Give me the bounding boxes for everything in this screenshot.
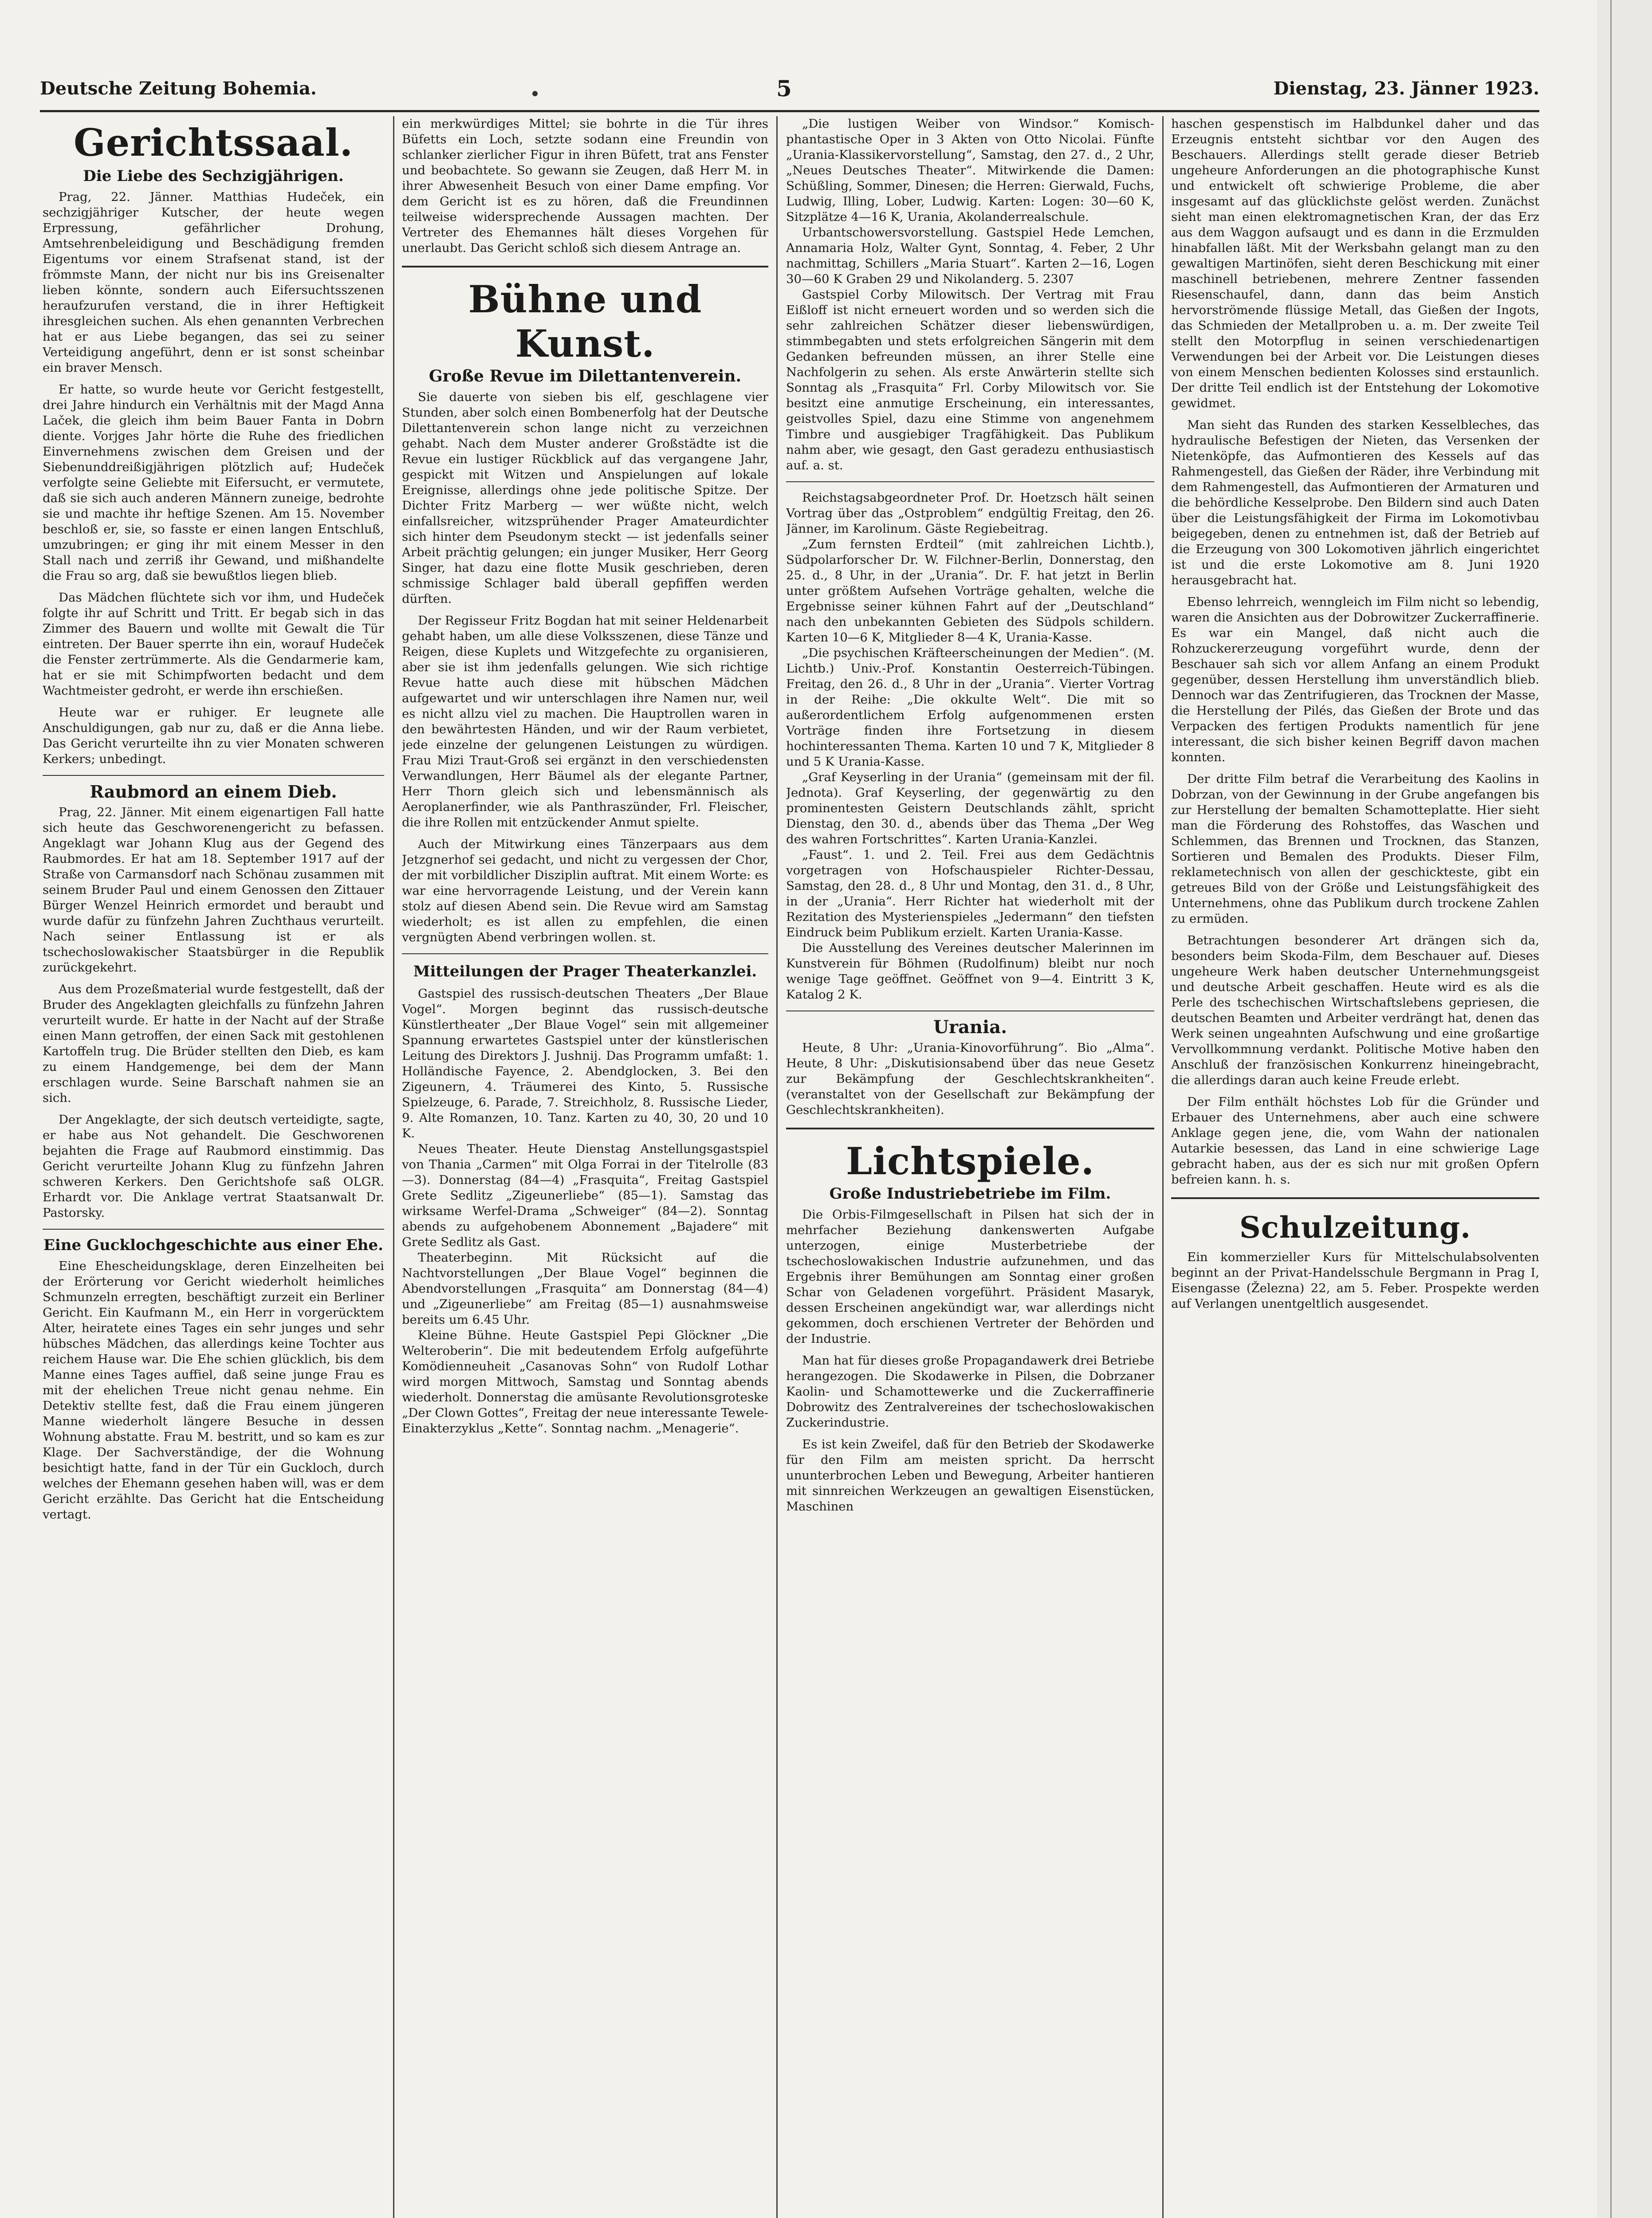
- section-title-gerichtssaal: Gerichtssaal.: [74, 121, 353, 165]
- header-rule: [40, 110, 1539, 112]
- article-paragraph: Prag, 22. Jänner. Mit einem eigenartigen Fall hatte sich heute das Geschworenengericht zu befassen. Angeklagt war Johann Klug aus der Gegend des Raubmordes. Er hat am 18. September 1917 auf der Straße von Carmansdorf nach Schönau zusammen mit seinem Bruder Paul und einem Genossen den Zittauer Bürger Wenzel Heinrich ermordet und beraubt und wurde dafür zu fünfzehn Jahren Zuchthaus verurteilt. Nach seiner Entlassung ist er als tschechoslowakischer Staatsbürger in die Republik zurückgekehrt.: [43, 805, 384, 975]
- article-paragraph: ein merkwürdiges Mittel; sie bohrte in die Tür ihres Büfetts ein Loch, setzte sodann eine Freundin von schlanker zierlicher Figur in ihren Büfett, trat ans Fenster und beobachtete. So gewann sie Zeugen, daß Herr M. in ihrer Abwesenheit Besuch von einer Dame empfing. Vor dem Gericht ist es zu hören, daß die Freundinnen teilweise widersprechende Aussagen machten. Der Vertreter des Ehemannes hält dieses Vorgehen für unerlaubt. Das Gericht schloß sich diesem Antrage an.: [402, 117, 768, 255]
- article-paragraph: Neues Theater. Heute Dienstag Anstellungsgastspiel von Thania „Carmen“ mit Olga Forrai in der Titelrolle (83—3). Donnerstag (84—4) „Frasquita“, Freitag Gastspiel Grete Sedlitz „Zigeunerliebe“ (85—1). Samstag das wirksame Werfel-Drama „Schweiger“ (84—2). Sonntag abends zu aufgehobenem Abonnement „Bajadere“ mit Grete Sedlitz als Gast.: [402, 1142, 768, 1249]
- print-mark-dot: [532, 91, 538, 96]
- article-paragraph: „Graf Keyserling in der Urania“ (gemeinsam mit der fil. Jednota). Graf Keyserling, der gegenwärtig zu den prominentesten Geistern Deutschlands zählt, spricht Dienstag, den 30. d., abends über das Thema „Der Weg des wahren Fortschrittes“. Karten Urania-Kanzlei.: [786, 770, 1154, 846]
- article-title: Große Revue im Dilettantenverein.: [429, 367, 742, 385]
- article-divider: [43, 775, 384, 776]
- column-2: [402, 116, 768, 2218]
- article-paragraph: Betrachtungen besonderer Art drängen sich da, besonders beim Skoda-Film, dem Beschauer auf. Dieses ungeheure Werk haben deutscher Unternehmungsgeist und deutsche Arbeit geschaffen. Heute wird es als die Perle des tschechischen Wirtschaftslebens gepriesen, die deutschen Beamten und Arbeiter verdrängt hat, denen das Werk seinen ungeahnten Aufschwung und eine großartige Vervollkommnung verdankt. Politische Motive haben den Anschluß der französischen Konkurrenz hineingebracht, die allerdings daran auch keine Freude erlebt.: [1171, 933, 1539, 1087]
- article-paragraph: Eine Ehescheidungsklage, deren Einzelheiten bei der Erörterung vor Gericht wiederholt heimliches Schmunzeln erregten, beschäftigt zurzeit ein Berliner Gericht. Ein Kaufmann M., ein Herr in vorgerücktem Alter, heiratete eines Tages ein sehr junges und sehr hübsches Mädchen, das allerdings keine Tochter aus reichem Hause war. Die Ehe schien glücklich, bis dem Manne eines Tages auffiel, daß seine junge Frau es mit der ehelichen Treue nicht genau nehme. Ein Detektiv stellte fest, daß die Frau einem jüngeren Manne wiederholt längere Besuche in dessen Wohnung abstatte. Frau M. bestritt, und so kam es zur Klage. Der Sachverständige, der die Wohnung besichtigt hatte, fand in der Tür ein Guckloch, durch welches der Ehemann gesehen haben will, was er dem Gericht erzählte. Das Gericht hat die Entscheidung vertagt.: [43, 1259, 384, 1522]
- article-paragraph: „Faust“. 1. und 2. Teil. Frei aus dem Gedächtnis vorgetragen von Hofschauspieler Richter-Dessau, Samstag, den 28. d., 8 Uhr und Montag, den 31. d., 8 Uhr, in der „Urania“. Herr Richter hat wiederholt mit der Rezitation des Mysterienspieles „Jedermann“ den tiefsten Eindruck beim Publikum erzielt. Karten Urania-Kasse.: [786, 848, 1154, 940]
- article-divider: [786, 481, 1154, 482]
- section-title-buehne-und-kunst: Bühne und Kunst.: [468, 277, 702, 366]
- article-paragraph: Es ist kein Zweifel, daß für den Betrieb der Skodawerke für den Film am meisten spricht. Da herrscht ununterbrochen Leben und Bewegung, Arbeiter hantieren mit sinnreichen Werkzeugen an gewaltigen Eisenstücken, Maschinen: [786, 1437, 1154, 1514]
- section-divider: [1171, 1197, 1539, 1199]
- article-paragraph: „Die lustigen Weiber von Windsor.“ Komisch-phantastische Oper in 3 Akten von Otto Nicolai. Fünfte „Urania-Klassikervorstellung“, Samstag, den 27. d., 2 Uhr, „Neues Deutsches Theater“. Mitwirkende die Damen: Schüßling, Sommer, Dinesen; die Herren: Gierwald, Fuchs, Ludwig, Illing, Lober, Ludwig. Karten: Logen: 30—60 K, Sitzplätze 4—16 K, Urania, Akolanderrealschule.: [786, 117, 1154, 224]
- article-paragraph: Heute war er ruhiger. Er leugnete alle Anschuldigungen, gab nur zu, daß er die Anna liebe. Das Gericht verurteilte ihn zu vier Monaten schweren Kerkers; unbedingt.: [43, 705, 384, 766]
- section-divider: [786, 1128, 1154, 1129]
- article-paragraph: Die Orbis-Filmgesellschaft in Pilsen hat sich der in mehrfacher Beziehung dankenswerten Aufgabe unterzogen, einige Musterbetriebe der tschechoslowakischen Industrie aufzunehmen, und das Ergebnis ihrer Bemühungen am Sonntag einer großen Schar von Geladenen vorgeführt. Präsident Masaryk, dessen Erscheinen angekündigt war, war allerdings nicht gekommen, doch erschienen Vertreter der Behörden und der Industrie.: [786, 1207, 1154, 1346]
- column-1: [43, 116, 384, 2218]
- article-paragraph: Urbantschowersvorstellung. Gastspiel Hede Lemchen, Annamaria Holz, Walter Gynt, Sonntag, 4. Feber, 2 Uhr nachmittag, Schillers „Maria Stuart“. Karten 2—16, Logen 30—60 K Graben 29 und Nikolanderg. 5. 2307: [786, 225, 1154, 286]
- article-paragraph: Man hat für dieses große Propagandawerk drei Betriebe herangezogen. Die Skodawerke in Pilsen, die Dobrzaner Kaolin- und Schamottewerke und die Zuckerraffinerie Dobrowitz des Zentralvereines der tschechoslowakischen Zuckerindustrie.: [786, 1353, 1154, 1430]
- article-paragraph: Der dritte Film betraf die Verarbeitung des Kaolins in Dobrzan, von der Gewinnung in der Grube angefangen bis zur Herstellung der bemalten Schamotteplatte. Hier sieht man die Förderung des Rohstoffes, das Waschen und Schlemmen, das Brennen und Trocknen, das Stanzen, Sortieren und Bemalen des Produkts. Dieser Film, reklametechnisch von allen der geschickteste, gibt ein getreues Bild von der Größe und Leistungsfähigkeit des Unternehmens, ohne das Publikum durch trockene Zahlen zu ermüden.: [1171, 772, 1539, 926]
- article-paragraph: Kleine Bühne. Heute Gastspiel Pepi Glöckner „Die Welteroberin“. Die mit bedeutendem Erfolg aufgeführte Komödienneuheit „Casanovas Sohn“ von Rudolf Lothar wird morgen Mittwoch, Samstag und Sonntag abends wiederholt. Donnerstag die amüsante Revolutionsgroteske „Der Clown Gottes“, Freitag der neue interessante Tewele-Einakterzyklus „Kette“. Sonntag nachm. „Menagerie“.: [402, 1328, 768, 1435]
- article-paragraph: „Die psychischen Kräfteerscheinungen der Medien“. (M. Lichtb.) Univ.-Prof. Konstantin Oesterreich-Tübingen. Freitag, den 26. d., 8 Uhr in der „Urania“. Vierter Vortrag in der Reihe: „Die okkulte Welt“. Die mit so außerordentlichem Erfolg aufgenommenen ersten Vorträge finden ihre Fortsetzung in diesem hochinteressanten Thema. Karten 10 und 7 K, Mitglieder 8 und 5 K Urania-Kasse.: [786, 646, 1154, 769]
- article-paragraph: Aus dem Prozeßmaterial wurde festgestellt, daß der Bruder des Angeklagten gleichfalls zu fünfzehn Jahren verurteilt wurde. Er hatte in der Nacht auf der Straße einen Mann getroffen, der einen Sack mit gestohlenen Kartoffeln trug. Die Brüder stellten den Dieb, es kam zu einem Handgemenge, bei dem der Mann erschlagen wurde. Seine Barschaft nahmen sie an sich.: [43, 982, 384, 1105]
- article-title: Raubmord an einem Dieb.: [90, 782, 337, 802]
- urania-heading: Urania.: [933, 1017, 1007, 1038]
- article-paragraph: Gastspiel Corby Milowitsch. Der Vertrag mit Frau Eißloff ist nicht erneuert worden und so werden sich die sehr zahlreichen Schätzer dieser liebenswürdigen, stimmbegabten und stets erfolgreichen Sängerin mit dem Gedanken befreunden müssen, an ihrer Stelle eine Nachfolgerin zu sehen. Als erste Anwärterin stellte sich Sonntag als „Frasquita“ Frl. Corby Milowitsch vor. Sie besitzt eine anmutige Erscheinung, ein interessantes, geistvolles Spiel, dazu eine Stimme von angenehmem Timbre und ausgiebiger Tragfähigkeit. Das Publikum nahm aber, wie gesagt, den Gast geradezu enthusiastisch auf. a. st.: [786, 287, 1154, 472]
- column-divider: [776, 116, 778, 2218]
- article-paragraph: Der Angeklagte, der sich deutsch verteidigte, sagte, er habe aus Not gehandelt. Die Geschworenen bejahten die Frage auf Raubmord einstimmig. Das Gericht verurteilte Johann Klug zu fünfzehn Jahren schweren Kerkers. Den Gerichtshofe saß OLGR. Erhardt vor. Die Anklage vertrat Staatsanwalt Dr. Pastorsky.: [43, 1113, 384, 1220]
- article-paragraph: Man sieht das Runden des starken Kesselbleches, das hydraulische Befestigen der Nieten, das Versenken der Nietenköpfe, das Aufmontieren des Kessels auf das Rahmengestell, das Gießen der Räder, ihre Verbindung mit dem Rahmengestell, das Aufmontieren der Armaturen und die behördliche Kesselprobe. Den Bildern sind auch Daten über die Leistungsfähigkeit der Firma im Lokomotivbau beigegeben, denen zu entnehmen ist, daß der Betrieb auf die Erzeugung von 300 Lokomotiven jährlich eingerichtet ist und die erste Lokomotive am 8. Juni 1920 herausgebracht hat.: [1171, 418, 1539, 587]
- article-paragraph: Prag, 22. Jänner. Matthias Hudeček, ein sechzigjähriger Kutscher, der heute wegen Erpressung, gefährlicher Drohung, Amtsehrenbeleidigung und Beschädigung fremden Eigentums vor einem Strafsenat stand, ist der frömmste Mann, der nicht nur bis ins Greisenalter lieben könnte, sondern auch Eifersuchtsszenen heraufzurufen verstand, die in ihrer Heftigkeit ihresgleichen suchen. Als ehen genannten Verbrechen hat er aus Liebe begangen, das sei zu seiner Verteidigung angeführt, denn er ist sonst scheinbar ein braver Mensch.: [43, 190, 384, 375]
- section-title-schulzeitung: Schulzeitung.: [1239, 1210, 1471, 1245]
- article-paragraph: haschen gespenstisch im Halbdunkel daher und das Erzeugnis entsteht sichtbar vor den Augen des Beschauers. Allerdings stellt gerade dieser Betrieb ungeheure Anforderungen an die photographische Kunst und entwickelt oft schwierige Probleme, die aber insgesamt auf das glücklichste gelöst werden. Zunächst sieht man einen elektromagnetischen Kran, der das Erz aus dem Waggon aufsaugt und es dann in die Erzmulden hinabfallen läßt. Mit der Werksbahn gelangt man zu den gewaltigen Martinöfen, sieht deren Beschickung mit einer maschinell betriebenen, mehrere Zentner fassenden Riesenschaufel, dann, dann das beim Anstich hervorströmende flüssige Metall, das Gießen der Ingots, das Schmieden der Metallproben u. a. m. Der zweite Teil stellt den Motorpflug in seinen verschiedenartigen Verwendungen bei der Arbeit vor. Die Leistungen dieses von einem Menschen bedienten Kolosses sind erstaunlich. Der dritte Teil endlich ist der Entstehung der Lokomotive gewidmet.: [1171, 117, 1539, 410]
- article-paragraph: Das Mädchen flüchtete sich vor ihm, und Hudeček folgte ihr auf Schritt und Tritt. Er begab sich in das Zimmer des Bauern und wollte mit Gewalt die Tür eintreten. Der Bauer sperrte ihn ein, worauf Hudeček die Fenster zertrümmerte. Als die Gendarmerie kam, hat er sie mit Schimpfworten bedacht und dem Wachtmeister gedroht, er werde ihn erschießen.: [43, 590, 384, 698]
- article-divider: [43, 1229, 384, 1230]
- article-paragraph: „Zum fernsten Erdteil“ (mit zahlreichen Lichtb.), Südpolarforscher Dr. W. Filchner-Berlin, Donnerstag, den 25. d., 8 Uhr, in der „Urania“. Dr. F. hat jetzt in Berlin unter größtem Aufsehen Vorträge gehalten, welche die Ergebnisse seiner kühnen Fahrt auf der „Deutschland“ nach den unbekannten Gebieten des Südpols schildern. Karten 10—6 K, Mitglieder 8—4 K, Urania-Kasse.: [786, 537, 1154, 645]
- article-title: Große Industriebetriebe im Film.: [829, 1185, 1111, 1203]
- article-paragraph: Sie dauerte von sieben bis elf, geschlagene vier Stunden, aber solch einen Bombenerfolg hat der Deutsche Dilettantenverein schon lange nicht zu verzeichnen gehabt. Nach dem Muster anderer Großstädte ist die Revue ein lustiger Rückblick auf das vergangene Jahr, gespickt mit Witzen und Anspielungen auf lokale Ereignisse, allerdings ohne jede politische Spitze. Der Dichter Fritz Marberg — wer wüßte nicht, welch einfallsreicher, witzsprühender Prager Amateurdichter sich hinter dem Pseudonym steckt — ist jedenfalls seiner Arbeit prächtig gelungen; ein junger Musiker, Herr Georg Singer, hat dazu eine flotte Musik geschrieben, deren schmissige Schlager bald überall gepfiffen werden dürften.: [402, 390, 768, 606]
- issue-date: Dienstag, 23. Jänner 1923.: [1273, 78, 1539, 99]
- column-divider: [1162, 116, 1164, 2218]
- newspaper-name: Deutsche Zeitung Bohemia.: [40, 78, 317, 99]
- article-title: Eine Gucklochgeschichte aus einer Ehe.: [43, 1236, 383, 1254]
- page-edge-line: [1610, 0, 1612, 2218]
- article-paragraph: Der Regisseur Fritz Bogdan hat mit seiner Heldenarbeit gehabt haben, um alle diese Volksszenen, diese Tänze und Reigen, diese Kuplets und Witzgefechte zu organisieren, aber sie ist ihm jedenfalls gelungen. Wie sich richtige Revue hatte auch diese mit hübschen Mädchen aufgewartet und wir unterschlagen ihre Namen nur, weil es nicht allzu viel zu machen. Die Hauptrollen waren in den bewährtesten Händen, und wir der Raum verbietet, jede einzelne der gelungenen Leistungen zu würdigen. Frau Mizi Traut-Groß sei ergänzt in den verschiedensten Verwandlungen, Herr Bäumel als der elegante Partner, Herr Thorn gleich sich und lebensmännisch als Aeroplanerfinder, wie als Panthraszünder, Frl. Fleischer, die ihre Rollen mit entzückender Anmut spielte.: [402, 613, 768, 830]
- article-paragraph: Er hatte, so wurde heute vor Gericht festgestellt, drei Jahre hindurch ein Verhältnis mit der Magd Anna Laček, die gleich ihm beim Bauer Fanta in Dobrn diente. Vorjges Jahr hörte die Ruhe des friedlichen Einvernehmens zwischen dem Greisen und der Siebenunddreißigjährigen plötzlich auf; Hudeček verfolgte seine Geliebte mit Eifersucht, er vermutete, daß sie sich auch anderen Männern zuneige, bedrohte sie und machte ihr heftige Szenen. Am 15. November beschloß er, sie, so fasste er einen langen Entschluß, umzubringen; er ging ihr mit einem Messer in den Stall nach und zerriß ihr Gewand, und mißhandelte die Frau so arg, daß sie bewußtlos liegen blieb.: [43, 382, 384, 583]
- page-number: 5: [776, 75, 792, 102]
- article-divider: [402, 953, 768, 954]
- article-paragraph: Ebenso lehrreich, wenngleich im Film nicht so lebendig, waren die Ansichten aus der Dobrowitzer Zuckerraffinerie. Es war ein Mangel, daß nicht auch die Rohzuckererzeugung vorgeführt wurde, denn der Beschauer sah sich vor allem Anfang an einem Produkt gegenüber, dessen Herstellung ihm unverständlich blieb. Dennoch war das Zentrifugieren, das Trocknen der Masse, die Herstellung der Pilés, das Gießen der Brote und das Verpacken des fertigen Produkts namentlich für jene interessant, die sich bisher keinen Begriff davon machen konnten.: [1171, 595, 1539, 764]
- article-title: Die Liebe des Sechzigjährigen.: [83, 167, 344, 185]
- article-paragraph: Heute, 8 Uhr: „Urania-Kinovorführung“. Bio „Alma“. Heute, 8 Uhr: „Diskutisionsabend über das neue Gesetz zur Bekämpfung der Geschlechtskrankheiten“. (veranstaltet von der Gesellschaft zur Bekämpfung der Geschlechtskrankheiten).: [786, 1041, 1154, 1117]
- article-paragraph: Die Ausstellung des Vereines deutscher Malerinnen im Kunstverein für Böhmen (Rudolfinum) bleibt nur noch wenige Tage geöffnet. Geöffnet von 9—4. Eintritt 3 K, Katalog 2 K.: [786, 941, 1154, 1002]
- article-paragraph: Ein kommerzieller Kurs für Mittelschulabsolventen beginnt an der Privat-Handelsschule Bergmann in Prag I, Eisengasse (Železna) 22, am 5. Feber. Prospekte werden auf Verlangen unentgeltlich ausgesendet.: [1171, 1250, 1539, 1311]
- column-divider: [393, 116, 394, 2218]
- page-edge-scan-strip: [1597, 0, 1652, 2218]
- section-title-lichtspiele: Lichtspiele.: [846, 1139, 1094, 1183]
- article-paragraph: Theaterbeginn. Mit Rücksicht auf die Nachtvorstellungen „Der Blaue Vogel“ beginnen die Abendvorstellungen „Frasquita“ am Donnerstag (84—4) und „Zigeunerliebe“ am Freitag (85—1) ausnahmsweise bereits um 6.45 Uhr.: [402, 1251, 768, 1327]
- column-3: [786, 116, 1154, 2218]
- article-paragraph: Gastspiel des russisch-deutschen Theaters „Der Blaue Vogel“. Morgen beginnt das russisch-deutsche Künstlertheater „Der Blaue Vogel“ sein mit allgemeiner Spannung erwartetes Gastspiel unter der künstlerischen Leitung des Direktors J. Jushnij. Das Programm umfaßt: 1. Holländische Fayence, 2. Abendglocken, 3. Bei den Zigeunern, 4. Träumerei des Kinto, 5. Russische Spielzeuge, 6. Parade, 7. Streichholz, 8. Russische Lieder, 9. Alte Romanzen, 10. Tanz. Karten zu 40, 30, 20 und 10 K.: [402, 987, 768, 1140]
- article-paragraph: Der Film enthält höchstes Lob für die Gründer und Erbauer des Unternehmens, aber auch eine schwere Anklage gegen jene, die, vom Wahn der nationalen Autarkie besessen, das Land in eine schwierige Lage gebracht haben, aus der es sich nur mit großen Opfern befreien kann. h. s.: [1171, 1095, 1539, 1187]
- article-paragraph: Auch der Mitwirkung eines Tänzerpaars aus dem Jetzgnerhof sei gedacht, und nicht zu vergessen der Chor, der mit vorbildlicher Disziplin auftrat. Mit einem Worte: es war eine hervorragende Leistung, und der Verein kann stolz auf diesen Abend sein. Die Revue wird am Samstag wiederholt; es ist allen zu empfehlen, die einen vergnügten Abend verbringen wollen. st.: [402, 837, 768, 944]
- column-4: [1171, 116, 1539, 2218]
- section-divider: [402, 266, 768, 267]
- page-header: [40, 75, 1539, 102]
- article-title: Mitteilungen der Prager Theaterkanzlei.: [413, 963, 757, 980]
- article-paragraph: Reichstagsabgeordneter Prof. Dr. Hoetzsch hält seinen Vortrag über das „Ostproblem“ endgültig Freitag, den 26. Jänner, im Karolinum. Gäste Regiebeitrag.: [786, 491, 1154, 536]
